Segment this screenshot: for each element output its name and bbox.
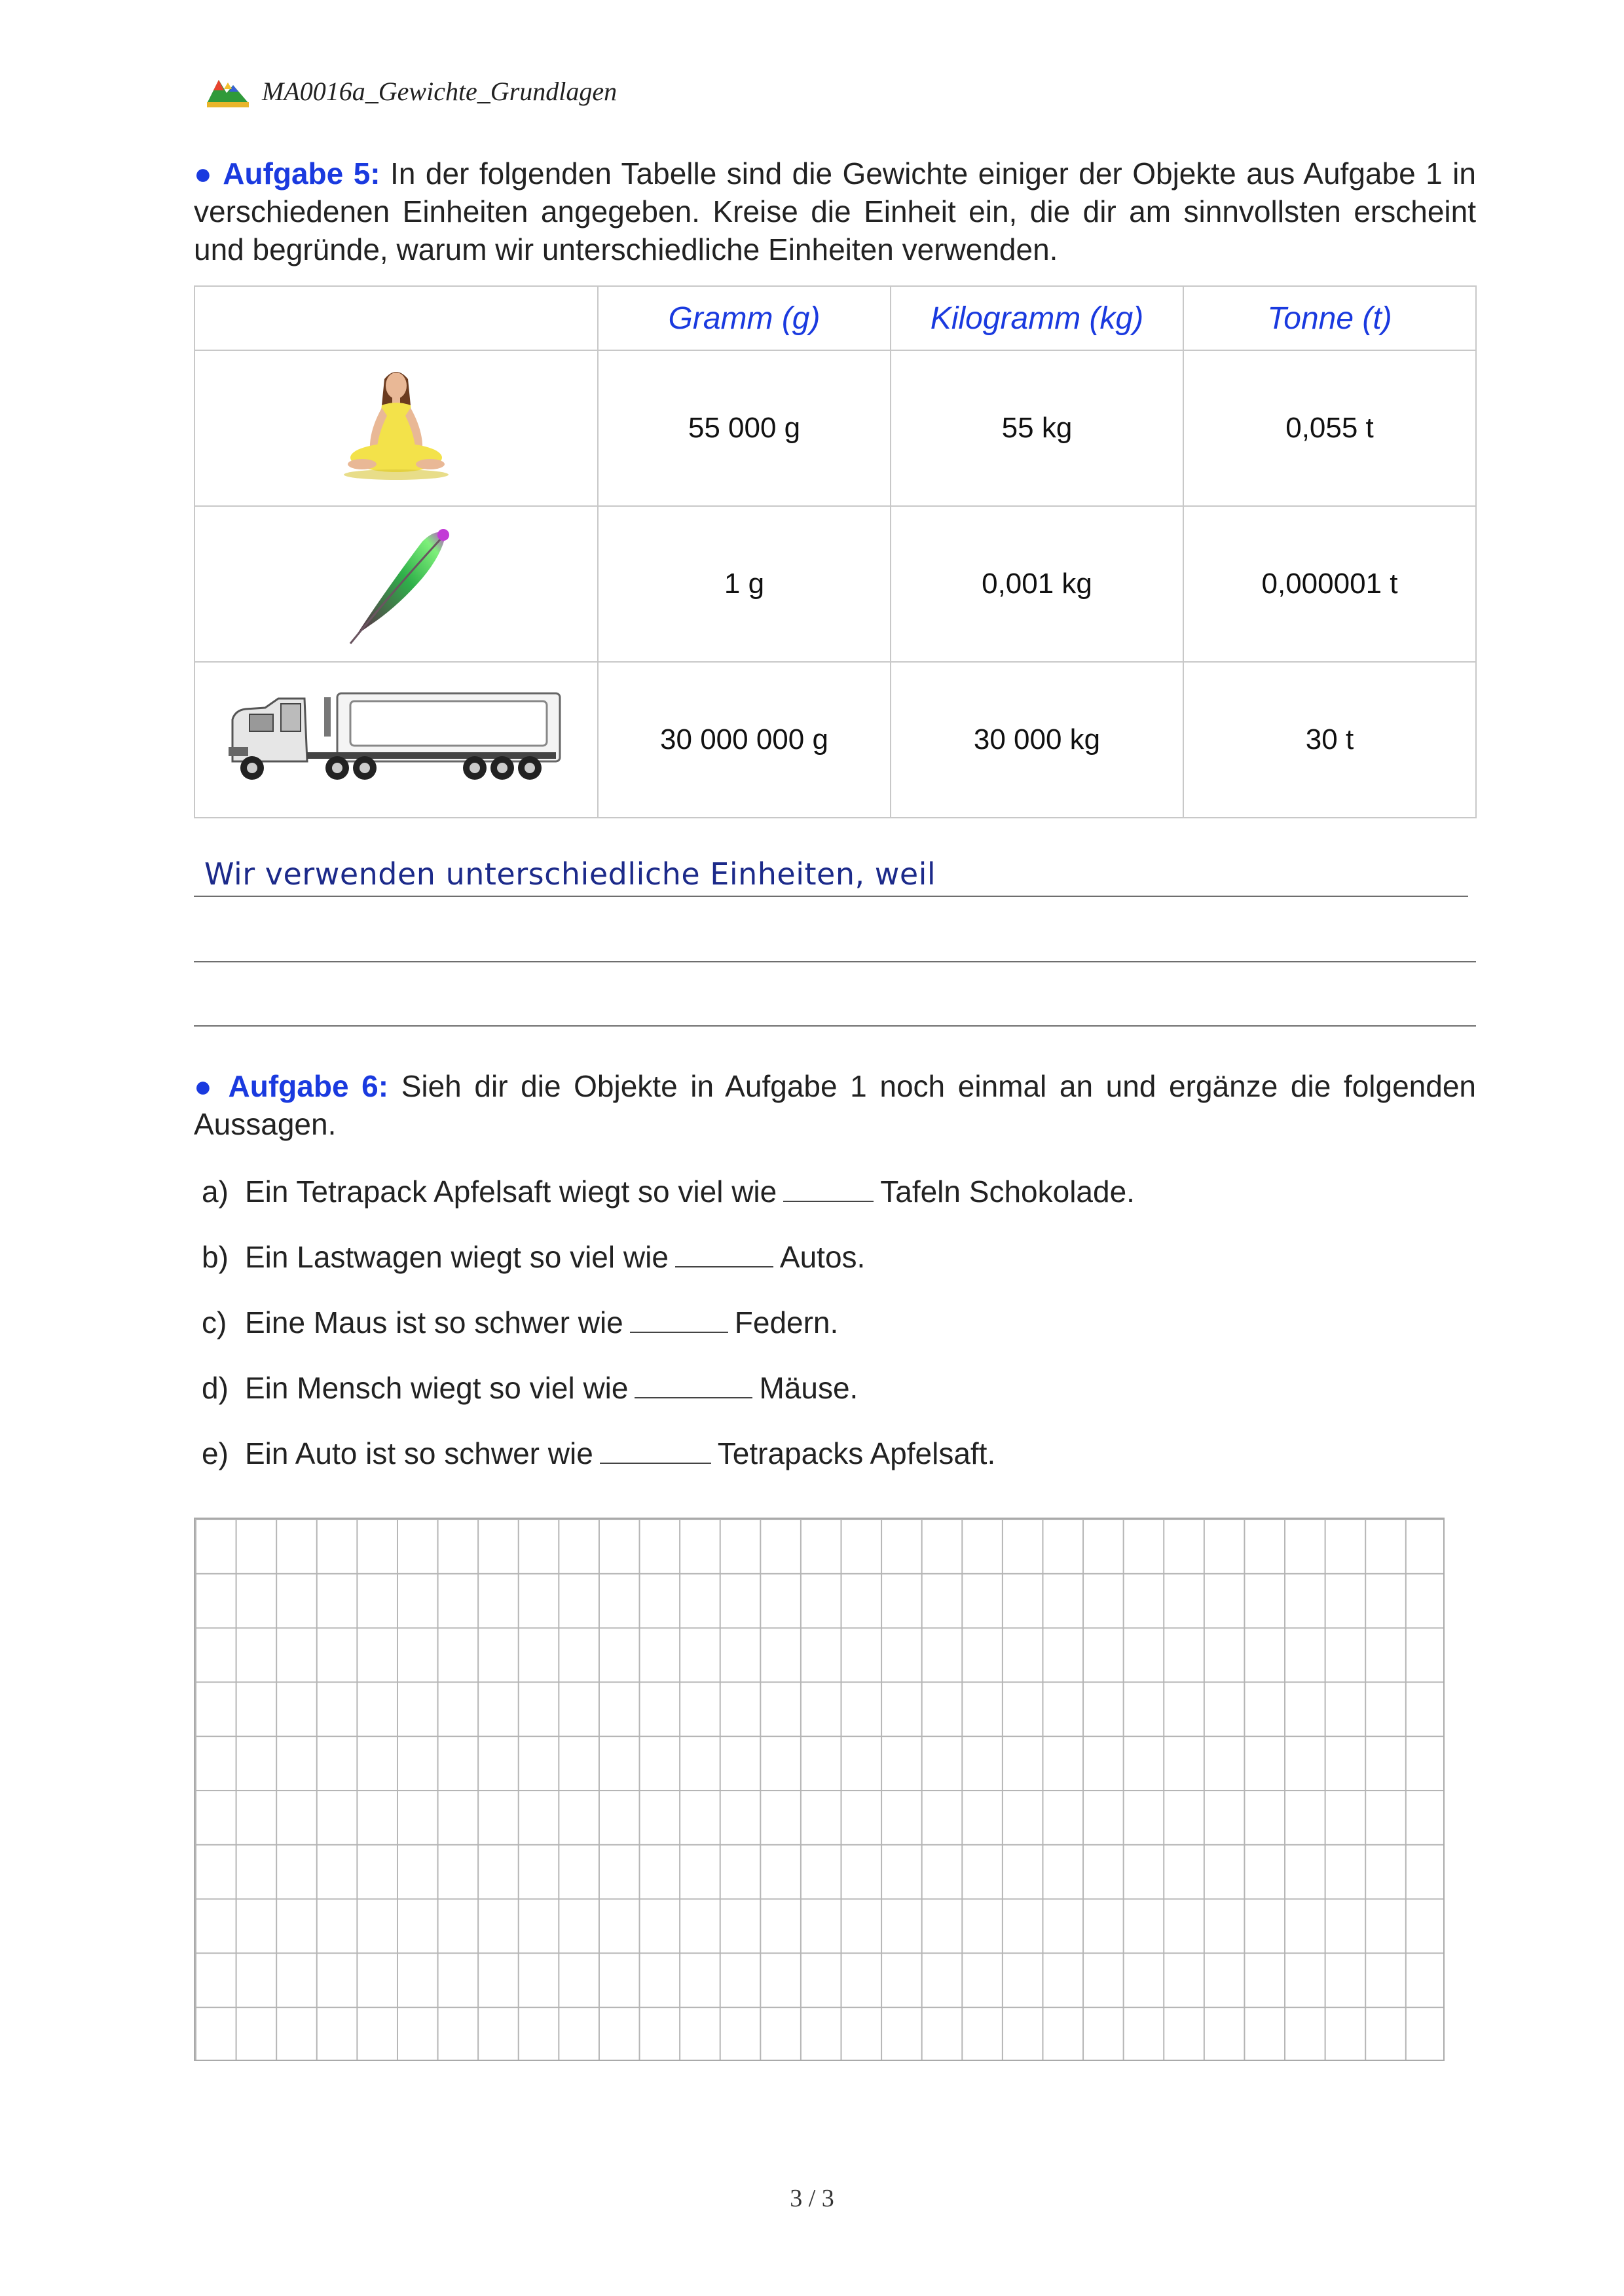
answer-line[interactable]: [194, 1025, 1476, 1027]
table-header-empty: [194, 286, 598, 350]
table-image-cell: [194, 350, 598, 506]
answer-line[interactable]: [194, 896, 1468, 897]
statement-e: [202, 1434, 995, 1471]
table-cell: 0,001 kg: [891, 506, 1183, 662]
task5-intro: [194, 155, 1476, 268]
statement-before: Ein Auto ist so schwer wie: [245, 1436, 593, 1470]
table-row: [194, 350, 1476, 506]
statement-letter: c): [202, 1305, 227, 1339]
task6-label: ● Aufgabe 6:: [194, 1069, 389, 1103]
statement-after: Mäuse.: [759, 1371, 858, 1405]
table-header: Gramm (g): [598, 286, 891, 350]
statement-after: Autos.: [779, 1240, 866, 1274]
table-image-cell: [194, 662, 598, 818]
table-cell: 0,000001 t: [1183, 506, 1476, 662]
table-cell: 0,055 t: [1183, 350, 1476, 506]
table-row: [194, 506, 1476, 662]
meditating-woman-icon: [331, 359, 462, 490]
statement-b: [202, 1237, 865, 1275]
statement-after: Federn.: [734, 1305, 839, 1339]
answer-blank[interactable]: [600, 1434, 711, 1464]
answer-blank[interactable]: [675, 1237, 773, 1267]
statement-before: Eine Maus ist so schwer wie: [245, 1305, 623, 1339]
table-image-cell: [194, 506, 598, 662]
table-header: Kilogramm (kg): [891, 286, 1183, 350]
answer-blank[interactable]: [635, 1368, 752, 1398]
statement-d: [202, 1368, 858, 1406]
table-row: [194, 662, 1476, 818]
table-cell: 30 000 000 g: [598, 662, 891, 818]
feather-icon: [324, 515, 468, 646]
answer-line[interactable]: [194, 961, 1476, 962]
statement-before: Ein Lastwagen wiegt so viel wie: [245, 1240, 669, 1274]
task5-text: In der folgenden Tabelle sind die Gewichte einiger der Objekte aus Aufgabe 1 in verschiedenen Einheiten angegeben. Kreise die Einheit ein, die dir am sinnvollsten erscheint und begründe, warum wir unterschiedliche Einheiten verwenden.: [194, 156, 1476, 266]
statement-letter: d): [202, 1371, 229, 1405]
table-cell: 30 t: [1183, 662, 1476, 818]
answer-prefix: Wir verwenden unterschiedliche Einheiten, weil: [204, 856, 936, 892]
statement-after: Tafeln Schokolade.: [880, 1175, 1135, 1209]
calculation-grid[interactable]: [194, 1518, 1445, 2061]
statement-letter: e): [202, 1436, 229, 1470]
answer-blank[interactable]: [783, 1172, 874, 1202]
table-header-row: [194, 286, 1476, 350]
mountain-logo-icon: [204, 73, 251, 109]
statement-letter: a): [202, 1175, 229, 1209]
table-cell: 30 000 kg: [891, 662, 1183, 818]
statement-c: [202, 1303, 838, 1340]
answer-blank[interactable]: [630, 1303, 728, 1333]
statement-before: Ein Mensch wiegt so viel wie: [245, 1371, 629, 1405]
statement-after: Tetrapacks Apfelsaft.: [717, 1436, 996, 1470]
statement-a: [202, 1172, 1135, 1209]
table-cell: 1 g: [598, 506, 891, 662]
truck-icon: [226, 684, 566, 789]
task6-text: Sieh dir die Objekte in Aufgabe 1 noch einmal an und ergänze die folgenden Aussagen.: [194, 1069, 1477, 1141]
task5-label: ● Aufgabe 5:: [194, 156, 380, 191]
statement-letter: b): [202, 1240, 229, 1274]
table-cell: 55 000 g: [598, 350, 891, 506]
statement-before: Ein Tetrapack Apfelsaft wiegt so viel wie: [245, 1175, 777, 1209]
table-header: Tonne (t): [1183, 286, 1476, 350]
weights-table: [194, 285, 1477, 818]
table-cell: 55 kg: [891, 350, 1183, 506]
document-title: MA0016a_Gewichte_Grundlagen: [262, 77, 618, 106]
task6-intro: [194, 1067, 1476, 1143]
page-number: 3 / 3: [790, 2185, 834, 2212]
